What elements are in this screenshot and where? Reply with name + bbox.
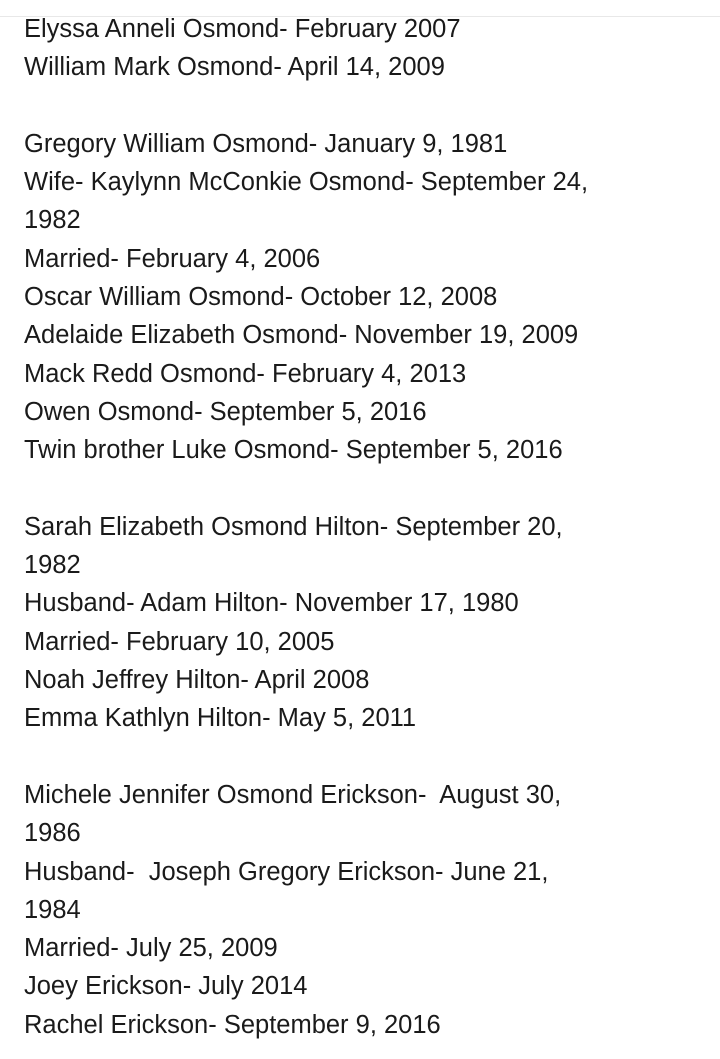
text-line: 1986 [24,819,81,848]
blank-line [24,738,714,776]
text-line: Married- February 10, 2005 [24,627,335,656]
text-line: Rachel Erickson- September 9, 2016 [24,1010,441,1039]
text-line: 1982 [24,551,81,580]
text-line: Elyssa Anneli Osmond- February 2007 [24,15,461,43]
text-line: Wife- Kaylynn McConkie Osmond- September 24, [24,168,589,197]
text-line: Husband- Joseph Gregory Erickson- June 21, [24,857,549,886]
text-line: Michele Jennifer Osmond Erickson- August 30, [24,780,562,809]
text-line: Noah Jeffrey Hilton- April 2008 [24,666,370,695]
text-line: Gregory William Osmond- January 9, 1981 [24,129,508,158]
text-line: William Mark Osmond- April 14, 2009 [24,53,445,82]
text-line: Emma Kathlyn Hilton- May 5, 2011 [24,704,417,733]
text-line: Mack Redd Osmond- February 4, 2013 [24,359,467,388]
text-line: Married- July 25, 2009 [24,934,278,963]
blank-line [24,470,714,508]
text-line: 1982 [24,206,81,235]
note-text-body[interactable] [24,10,714,1044]
text-line: 1984 [24,895,81,924]
text-line: Joey Erickson- July 2014 [24,972,308,1001]
text-line: Married- February 4, 2006 [24,244,321,273]
text-line: Owen Osmond- September 5, 2016 [24,397,427,426]
text-line: Twin brother Luke Osmond- September 5, 2016 [24,436,563,465]
text-line: Oscar William Osmond- October 12, 2008 [24,283,498,312]
blank-line [24,87,714,125]
text-line: Husband- Adam Hilton- November 17, 1980 [24,589,519,618]
text-line: Adelaide Elizabeth Osmond- November 19, 2009 [24,321,579,350]
text-line: Sarah Elizabeth Osmond Hilton- September 20, [24,512,563,541]
